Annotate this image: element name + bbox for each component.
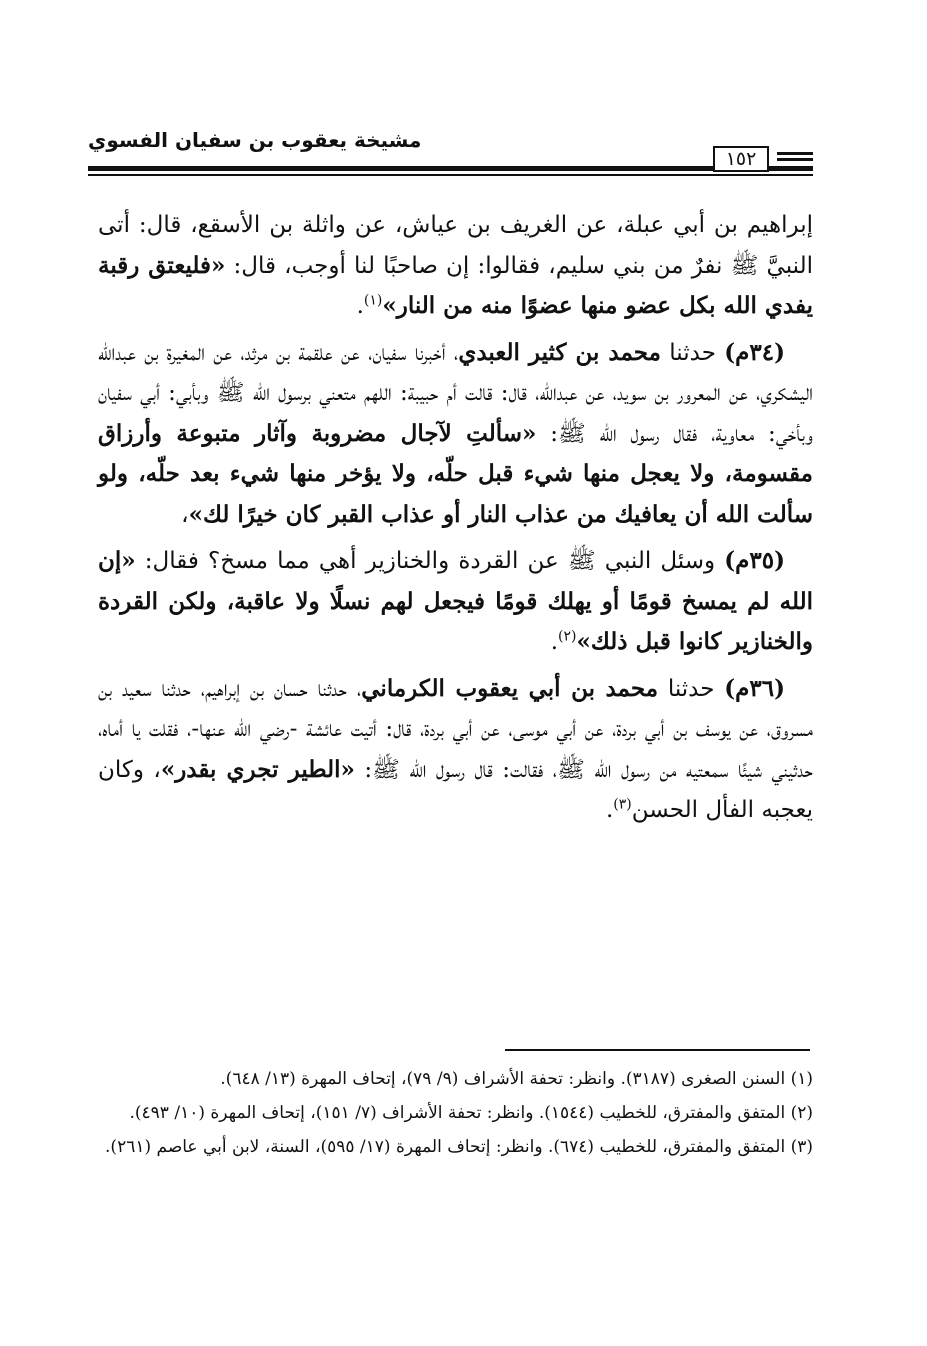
footnote-ref: (١) — [363, 292, 383, 309]
narrator-name: محمد بن كثير العبدي — [458, 338, 661, 366]
header-ornament-line — [777, 158, 813, 161]
hadith-number: (٣٦م) — [724, 674, 786, 702]
text-run: ، — [181, 501, 189, 528]
footnote-2: (٢) المتفق والمفترق، للخطيب (١٥٤٤). وانظر: تحفة الأشراف (٧/ ١٥١)، إتحاف المهرة (١٠/ ٤٩٣). — [129, 1103, 813, 1123]
page-header — [88, 128, 813, 188]
header-ornament-line — [777, 152, 813, 155]
paragraph-4 — [98, 669, 813, 831]
footnote-separator — [505, 1049, 810, 1051]
text-run: ، وكان يعجبه الفأل الحسن — [98, 756, 813, 823]
footnote-ref: (٢) — [558, 628, 577, 645]
narrator-name: محمد بن أبي يعقوب الكرماني — [361, 674, 659, 702]
footnote-ref: (٣) — [613, 796, 632, 813]
text-run: . — [550, 629, 559, 655]
footnote-3: (٣) المتفق والمفترق، للخطيب (٦٧٤). وانظر: إتحاف المهرة (١٧/ ٥٩٥)، السنة، لابن أبي عاصم (٢٦١). — [105, 1137, 813, 1157]
text-run: حدثنا — [658, 675, 725, 702]
footnotes — [98, 1064, 813, 1166]
paragraph-1 — [98, 205, 813, 327]
text-run: . — [605, 797, 614, 823]
hadith-number: (٣٥م) — [724, 547, 785, 574]
header-rule-thick — [88, 166, 813, 171]
paragraph-3 — [98, 541, 813, 663]
hadith-quote: «فليعتق رقبة يفدي الله بكل عضو منها عضوًا منه من النار» — [98, 251, 813, 319]
running-title: مشيخة يعقوب بن سفيان الفسوي — [88, 128, 422, 152]
hadith-quote: «الطير تجري بقدر» — [160, 755, 355, 783]
text-run: حدثنا — [660, 339, 725, 366]
page-number-box: ١٥٢ — [713, 146, 769, 172]
main-text — [98, 205, 813, 837]
text-run: إبراهيم بن أبي عبلة، عن الغريف بن عياش، عن واثلة بن الأسقع، قال: أتى النبيَّ ﷺ نفرٌ من بني سليم، فقالوا: إن صاحبًا لنا أوجب، قال: — [98, 212, 813, 279]
text-run: ، أخبرنا سفيان، عن علقمة بن مرثد، عن المغيرة بن عبدالله اليشكري، عن المعرور بن سويد، عن عبدالله، قال: قالت أم حبيبة: اللهم متعني برسول الله ﷺ وبأبي: أبي سفيان وبأخي: معاوية، فقال رسول الله ﷺ: — [98, 339, 813, 447]
footnote-1: (١) السنن الصغرى (٣١٨٧). وانظر: تحفة الأشراف (٩/ ٧٩)، إتحاف المهرة (١٣/ ٦٤٨). — [220, 1069, 813, 1089]
hadith-quote: «إن الله لم يمسخ قومًا أو يهلك قومًا فيجعل لهم نسلًا ولا عاقبة، ولكن القردة والخنازير كانوا قبل ذلك» — [98, 547, 813, 655]
hadith-quote: «سألتِ لآجال مضروبة وآثار متبوعة وأرزاق مقسومة، ولا يعجل منها شيء قبل حلّه، ولا يؤخر منها شيء بعد حلّه، ولو سألت الله أن يعافيك من عذاب النار أو عذاب القبر كان خيرًا لك» — [98, 419, 813, 528]
header-rule-thin — [88, 174, 813, 176]
text-run: وسئل النبي ﷺ عن القردة والخنازير أهي مما مسخ؟ فقال: — [135, 548, 725, 574]
text-run: . — [356, 293, 364, 319]
text-run: ، حدثنا حسان بن إبراهيم، حدثنا سعيد بن مسروق، عن يوسف بن أبي بردة، عن أبي موسى، عن أبي بردة، قال: أتيت عائشة -رضي الله عنها-، فقلت يا أماه، حدثيني شيئًا سمعتيه من رسول الله ﷺ، فقالت: قال رسول الله ﷺ: — [98, 675, 813, 783]
paragraph-2 — [98, 333, 813, 536]
hadith-number: (٣٤م) — [724, 338, 786, 366]
